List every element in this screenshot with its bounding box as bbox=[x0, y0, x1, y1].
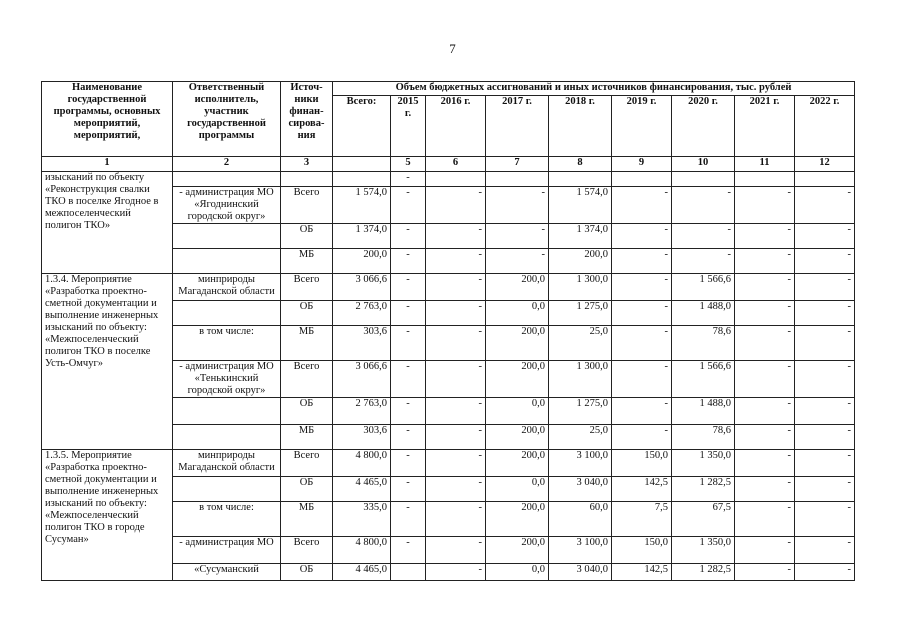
amount-y2020: 1 350,0 bbox=[672, 537, 735, 564]
amount-total: 3 066,6 bbox=[333, 361, 391, 398]
amount-y2019: - bbox=[612, 425, 672, 450]
table-row bbox=[42, 172, 855, 187]
column-number: 8 bbox=[549, 157, 612, 172]
amount-y2019: - bbox=[612, 301, 672, 326]
responsible-executor: минприроды Магаданской области bbox=[173, 274, 281, 301]
header-year-2018: 2018 г. bbox=[549, 96, 612, 157]
table-row bbox=[42, 450, 855, 477]
amount-y2021: - bbox=[735, 564, 795, 581]
amount-y2015: - bbox=[391, 537, 426, 564]
amount-y2017: 200,0 bbox=[486, 326, 549, 361]
amount-y2019: - bbox=[612, 187, 672, 224]
funding-source: МБ bbox=[281, 249, 333, 274]
funding-source: Всего bbox=[281, 274, 333, 301]
amount-y2019 bbox=[612, 172, 672, 187]
table-body bbox=[42, 172, 855, 581]
amount-total: 303,6 bbox=[333, 326, 391, 361]
header-year-2021: 2021 г. bbox=[735, 96, 795, 157]
amount-y2022: - bbox=[795, 425, 855, 450]
amount-y2019: - bbox=[612, 224, 672, 249]
column-number: 2 bbox=[173, 157, 281, 172]
amount-y2015: - bbox=[391, 326, 426, 361]
program-activity-name: изысканий по объекту «Реконструкция свалки ТКО в поселке Ягодное в межпоселенческий полигон ТКО» bbox=[42, 172, 173, 274]
amount-y2021 bbox=[735, 172, 795, 187]
amount-y2021: - bbox=[735, 274, 795, 301]
amount-y2015: - bbox=[391, 224, 426, 249]
amount-y2019: - bbox=[612, 398, 672, 425]
amount-y2018: 25,0 bbox=[549, 326, 612, 361]
amount-y2017: 0,0 bbox=[486, 564, 549, 581]
amount-total: 4 800,0 bbox=[333, 450, 391, 477]
amount-y2018: 25,0 bbox=[549, 425, 612, 450]
amount-y2021: - bbox=[735, 224, 795, 249]
amount-y2019: - bbox=[612, 249, 672, 274]
amount-y2021: - bbox=[735, 249, 795, 274]
amount-y2016: - bbox=[426, 450, 486, 477]
amount-y2016: - bbox=[426, 425, 486, 450]
amount-y2016: - bbox=[426, 361, 486, 398]
program-activity-name: 1.3.4. Мероприятие «Разработка проектно-сметной документации и выполнение инженерных изысканий по объекту: «Межпоселенческий полигон ТКО в поселке Усть-Омчуг» bbox=[42, 274, 173, 450]
responsible-executor: минприроды Магаданской области bbox=[173, 450, 281, 477]
amount-y2017: 200,0 bbox=[486, 274, 549, 301]
column-number: 1 bbox=[42, 157, 173, 172]
header-year-2020: 2020 г. bbox=[672, 96, 735, 157]
amount-y2022: - bbox=[795, 249, 855, 274]
funding-source: Всего bbox=[281, 361, 333, 398]
amount-y2017: - bbox=[486, 224, 549, 249]
amount-y2017: 200,0 bbox=[486, 450, 549, 477]
responsible-executor: - администрация МО «Ягоднинский городской округ» bbox=[173, 187, 281, 224]
program-activity-name: 1.3.5. Мероприятие «Разработка проектно-сметной документации и выполнение инженерных изысканий по объекту: «Межпоселенческий полигон ТКО в городе Сусуман» bbox=[42, 450, 173, 581]
table-row bbox=[42, 274, 855, 301]
amount-y2021: - bbox=[735, 326, 795, 361]
amount-y2020: 78,6 bbox=[672, 326, 735, 361]
responsible-executor: в том числе: bbox=[173, 502, 281, 537]
amount-y2016: - bbox=[426, 477, 486, 502]
amount-total: 3 066,6 bbox=[333, 274, 391, 301]
funding-source: ОБ bbox=[281, 477, 333, 502]
amount-y2020: 1 488,0 bbox=[672, 398, 735, 425]
responsible-executor bbox=[173, 301, 281, 326]
funding-source: ОБ bbox=[281, 564, 333, 581]
amount-y2020: 1 566,6 bbox=[672, 274, 735, 301]
amount-y2018: 1 374,0 bbox=[549, 224, 612, 249]
amount-y2015: - bbox=[391, 398, 426, 425]
funding-source: МБ bbox=[281, 326, 333, 361]
funding-source: ОБ bbox=[281, 224, 333, 249]
amount-y2015: - bbox=[391, 425, 426, 450]
amount-y2018: 3 040,0 bbox=[549, 477, 612, 502]
header-year-2017: 2017 г. bbox=[486, 96, 549, 157]
responsible-executor bbox=[173, 224, 281, 249]
amount-y2022: - bbox=[795, 361, 855, 398]
amount-y2019: - bbox=[612, 326, 672, 361]
amount-y2018: 1 300,0 bbox=[549, 361, 612, 398]
amount-y2015: - bbox=[391, 249, 426, 274]
header-year-2019: 2019 г. bbox=[612, 96, 672, 157]
budget-table bbox=[41, 81, 855, 581]
amount-total: 1 574,0 bbox=[333, 187, 391, 224]
amount-y2019: 150,0 bbox=[612, 537, 672, 564]
amount-total bbox=[333, 172, 391, 187]
funding-source: МБ bbox=[281, 425, 333, 450]
amount-y2015: - bbox=[391, 361, 426, 398]
amount-y2018: 3 100,0 bbox=[549, 537, 612, 564]
amount-y2016: - bbox=[426, 564, 486, 581]
amount-y2016: - bbox=[426, 274, 486, 301]
amount-y2015: - bbox=[391, 450, 426, 477]
amount-y2017: 0,0 bbox=[486, 301, 549, 326]
amount-y2018 bbox=[549, 172, 612, 187]
amount-y2015: - bbox=[391, 274, 426, 301]
table-header bbox=[42, 82, 855, 172]
responsible-executor: в том числе: bbox=[173, 326, 281, 361]
amount-y2019: 142,5 bbox=[612, 477, 672, 502]
amount-y2022 bbox=[795, 172, 855, 187]
amount-y2020: 67,5 bbox=[672, 502, 735, 537]
page-number: 7 bbox=[449, 41, 456, 56]
funding-source: МБ bbox=[281, 502, 333, 537]
column-number: 7 bbox=[486, 157, 549, 172]
amount-y2015: - bbox=[391, 187, 426, 224]
amount-y2020: 1 282,5 bbox=[672, 564, 735, 581]
amount-y2017: 200,0 bbox=[486, 537, 549, 564]
amount-y2018: 1 300,0 bbox=[549, 274, 612, 301]
amount-y2018: 1 574,0 bbox=[549, 187, 612, 224]
amount-y2016: - bbox=[426, 301, 486, 326]
header-budget-group: Объем бюджетных ассигнований и иных источников финансирования, тыс. рублей bbox=[333, 82, 855, 96]
column-number: 11 bbox=[735, 157, 795, 172]
column-number: 9 bbox=[612, 157, 672, 172]
amount-y2016: - bbox=[426, 398, 486, 425]
responsible-executor bbox=[173, 425, 281, 450]
amount-y2016: - bbox=[426, 187, 486, 224]
amount-y2021: - bbox=[735, 361, 795, 398]
amount-y2022: - bbox=[795, 224, 855, 249]
amount-y2022: - bbox=[795, 326, 855, 361]
amount-total: 2 763,0 bbox=[333, 301, 391, 326]
amount-y2017: - bbox=[486, 187, 549, 224]
amount-y2017 bbox=[486, 172, 549, 187]
responsible-executor bbox=[173, 398, 281, 425]
responsible-executor: - администрация МО bbox=[173, 537, 281, 564]
amount-y2021: - bbox=[735, 502, 795, 537]
amount-y2022: - bbox=[795, 398, 855, 425]
amount-y2017: 200,0 bbox=[486, 502, 549, 537]
amount-y2016: - bbox=[426, 249, 486, 274]
responsible-executor bbox=[173, 249, 281, 274]
responsible-executor: - администрация МО «Тенькинский городской округ» bbox=[173, 361, 281, 398]
amount-y2015: - bbox=[391, 172, 426, 187]
amount-total: 2 763,0 bbox=[333, 398, 391, 425]
header-total: Всего: bbox=[333, 96, 391, 157]
column-number: 10 bbox=[672, 157, 735, 172]
amount-y2018: 200,0 bbox=[549, 249, 612, 274]
amount-total: 1 374,0 bbox=[333, 224, 391, 249]
amount-y2018: 3 040,0 bbox=[549, 564, 612, 581]
header-program-name: Наименование государственной программы, основных мероприятий, мероприятий, bbox=[42, 82, 173, 157]
header-year-2016: 2016 г. bbox=[426, 96, 486, 157]
amount-y2022: - bbox=[795, 564, 855, 581]
amount-y2016: - bbox=[426, 502, 486, 537]
amount-total: 200,0 bbox=[333, 249, 391, 274]
amount-total: 4 465,0 bbox=[333, 564, 391, 581]
funding-source bbox=[281, 172, 333, 187]
amount-y2021: - bbox=[735, 301, 795, 326]
amount-y2017: - bbox=[486, 249, 549, 274]
funding-source: Всего bbox=[281, 537, 333, 564]
amount-y2022: - bbox=[795, 537, 855, 564]
header-year-2022: 2022 г. bbox=[795, 96, 855, 157]
funding-source: Всего bbox=[281, 450, 333, 477]
amount-y2022: - bbox=[795, 301, 855, 326]
amount-y2015: - bbox=[391, 301, 426, 326]
amount-y2020: 1 488,0 bbox=[672, 301, 735, 326]
amount-y2019: 142,5 bbox=[612, 564, 672, 581]
funding-source: Всего bbox=[281, 187, 333, 224]
amount-y2015: - bbox=[391, 477, 426, 502]
amount-y2018: 3 100,0 bbox=[549, 450, 612, 477]
amount-y2020 bbox=[672, 172, 735, 187]
amount-y2016: - bbox=[426, 537, 486, 564]
column-number: 3 bbox=[281, 157, 333, 172]
amount-y2017: 200,0 bbox=[486, 361, 549, 398]
amount-y2022: - bbox=[795, 477, 855, 502]
amount-y2017: 200,0 bbox=[486, 425, 549, 450]
amount-y2016: - bbox=[426, 224, 486, 249]
amount-y2019: - bbox=[612, 361, 672, 398]
amount-y2018: 60,0 bbox=[549, 502, 612, 537]
amount-y2022: - bbox=[795, 187, 855, 224]
amount-y2020: 78,6 bbox=[672, 425, 735, 450]
amount-y2019: 7,5 bbox=[612, 502, 672, 537]
header-funding-source: Источ-ники финан-сирова-ния bbox=[281, 82, 333, 157]
amount-y2020: - bbox=[672, 224, 735, 249]
amount-total: 335,0 bbox=[333, 502, 391, 537]
amount-y2016: - bbox=[426, 326, 486, 361]
funding-source: ОБ bbox=[281, 301, 333, 326]
amount-y2020: - bbox=[672, 187, 735, 224]
amount-y2022: - bbox=[795, 502, 855, 537]
amount-y2017: 0,0 bbox=[486, 477, 549, 502]
responsible-executor: «Сусуманский bbox=[173, 564, 281, 581]
responsible-executor bbox=[173, 477, 281, 502]
amount-total: 4 800,0 bbox=[333, 537, 391, 564]
column-number: 12 bbox=[795, 157, 855, 172]
amount-y2022: - bbox=[795, 274, 855, 301]
amount-y2019: - bbox=[612, 274, 672, 301]
amount-y2021: - bbox=[735, 477, 795, 502]
amount-y2015: - bbox=[391, 502, 426, 537]
amount-y2021: - bbox=[735, 398, 795, 425]
column-number: 5 bbox=[391, 157, 426, 172]
amount-y2020: 1 566,6 bbox=[672, 361, 735, 398]
column-number-row bbox=[42, 157, 855, 172]
header-responsible: Ответственный исполнитель, участник государственной программы bbox=[173, 82, 281, 157]
amount-y2017: 0,0 bbox=[486, 398, 549, 425]
amount-total: 4 465,0 bbox=[333, 477, 391, 502]
amount-y2021: - bbox=[735, 187, 795, 224]
amount-y2020: 1 282,5 bbox=[672, 477, 735, 502]
amount-y2018: 1 275,0 bbox=[549, 398, 612, 425]
column-number: 6 bbox=[426, 157, 486, 172]
amount-y2016 bbox=[426, 172, 486, 187]
header-year-2015: 2015 г. bbox=[391, 96, 426, 157]
amount-y2022: - bbox=[795, 450, 855, 477]
amount-y2015 bbox=[391, 564, 426, 581]
responsible-executor bbox=[173, 172, 281, 187]
amount-y2018: 1 275,0 bbox=[549, 301, 612, 326]
amount-y2019: 150,0 bbox=[612, 450, 672, 477]
column-number bbox=[333, 157, 391, 172]
amount-y2020: 1 350,0 bbox=[672, 450, 735, 477]
amount-y2021: - bbox=[735, 450, 795, 477]
amount-y2020: - bbox=[672, 249, 735, 274]
funding-source: ОБ bbox=[281, 398, 333, 425]
amount-y2021: - bbox=[735, 425, 795, 450]
amount-total: 303,6 bbox=[333, 425, 391, 450]
amount-y2021: - bbox=[735, 537, 795, 564]
